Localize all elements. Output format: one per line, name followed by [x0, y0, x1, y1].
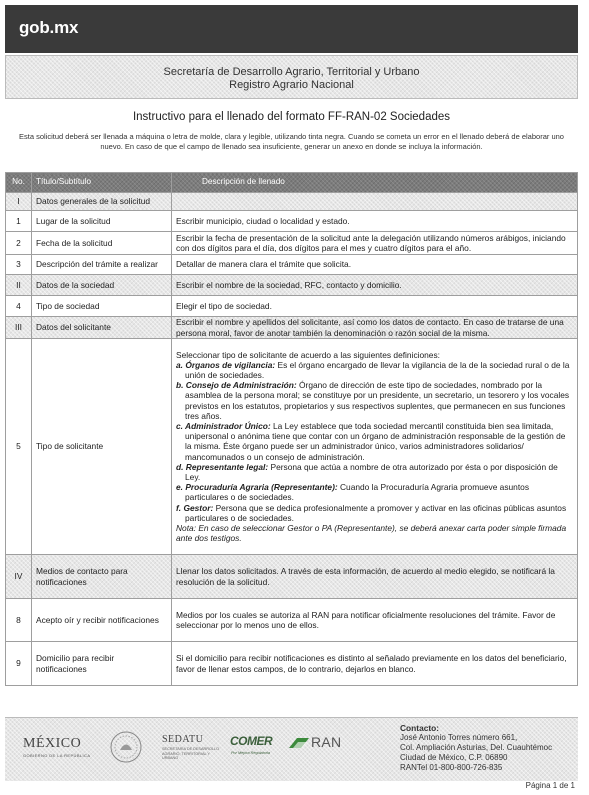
sedatu-logo: SEDATU	[162, 734, 204, 745]
row-title: Tipo de sociedad	[32, 296, 172, 317]
row-title: Datos del solicitante	[32, 317, 172, 339]
table-row	[6, 317, 578, 339]
row-no: II	[6, 275, 32, 296]
row-no: III	[6, 317, 32, 339]
comer-logo: COMER	[230, 734, 273, 748]
header-description: Descripción de llenado	[172, 173, 578, 193]
header-no: No.	[6, 173, 32, 193]
row-title: Medios de contacto para notificaciones	[32, 555, 172, 599]
table-row	[6, 232, 578, 255]
gobmx-logo[interactable]: gob.mx	[19, 18, 79, 37]
row-description-definitions	[172, 339, 578, 555]
row-no: 5	[6, 339, 32, 555]
table-row	[6, 599, 578, 642]
institution-banner	[5, 55, 578, 99]
row-no: 8	[6, 599, 32, 642]
row-description: Detallar de manera clara el trámite que solicita.	[172, 255, 578, 275]
top-bar	[5, 5, 578, 53]
table-row	[6, 339, 578, 555]
sedatu-logo-subtitle: SECRETARÍA DE DESARROLLO AGRARIO, TERRITORIAL Y URBANO	[162, 747, 220, 760]
row-title: Lugar de la solicitud	[32, 211, 172, 232]
table-row	[6, 211, 578, 232]
definition-item: f. Gestor: Persona que se dedica profesionalmente a promover y activar en las oficinas públicas asuntos particulares o de sociedades.	[176, 502, 567, 523]
table-row	[6, 642, 578, 686]
banner-secretaria: Secretaría de Desarrollo Agrario, Territorial y Urbano	[163, 66, 420, 78]
row-description: Escribir el nombre y apellidos del solicitante, así como los datos de contacto. En caso de tratarse de una persona moral, favor de anotar también la denominación o razón social de la misma.	[172, 317, 578, 339]
definition-item: a. Órganos de vigilancia: Es el órgano encargado de llevar la vigilancia de la de la sociedad rural o de la unión de sociedades.	[176, 359, 570, 380]
row-title: Datos generales de la solicitud	[32, 193, 172, 211]
document-title: Instructivo para el llenado del formato FF-RAN-02 Sociedades	[132, 111, 451, 123]
row-title: Tipo de solicitante	[32, 339, 172, 555]
row-title: Datos de la sociedad	[32, 275, 172, 296]
intro-paragraph: Esta solicitud deberá ser llenada a máquina o letra de molde, clara y legible, utilizando tinta negra. Cuando se cometa un error en el llenado deberá de elaborar uno nuevo. En caso de que el campo de llenado sea insuficiente, generar un anexo en donde se incluya la información.	[19, 132, 564, 151]
definition-item: b. Consejo de Administración: Órgano de dirección de este tipo de sociedades, nombrado por la asamblea de la persona moral; se constituye por un presidente, un secretario, un tesorero y los vocales previstos en los estatutos, propietarios y sus respectivos suplentes, que permanecen en sus funciones tres años.	[176, 380, 570, 421]
row-description	[172, 193, 578, 211]
header-title: Título/Subtítulo	[32, 173, 172, 193]
definitions-note: Nota: En caso de seleccionar Gestor o PA (Representante), se deberá anexar carta poder simple firmada ante dos testigos.	[176, 523, 567, 544]
definition-item: c. Administrador Único: La Ley establece que toda sociedad mercantil constituida bien sea limitada, unipersonal o anónima tiene que contar con un órgano de administración responsable de la gestión de la misma. Éste órgano puede ser un administrador único, varios administradores solidarios/ mancomunados o un consejo de administración.	[176, 420, 566, 462]
table-header-row	[6, 173, 578, 193]
row-no: IV	[6, 555, 32, 599]
row-description: Medios por los cuales se autoriza al RAN para notificar oficialmente resoluciones del trámite. Favor de seleccionar por lo menos uno de ellos.	[172, 599, 578, 642]
contact-line: José Antonio Torres número 661,	[400, 733, 518, 742]
row-title: Fecha de la solicitud	[32, 232, 172, 255]
contact-line: Col. Ampliación Asturias, Del. Cuauhtémoc	[400, 743, 553, 752]
row-description: Escribir la fecha de presentación de la solicitud ante la delegación utilizando números arábigos, iniciando con dos dígitos para el día, dos dígitos para el mes y cuatro dígitos para el año.	[172, 232, 578, 255]
row-no: 3	[6, 255, 32, 275]
table-row	[6, 555, 578, 599]
row-description: Escribir el nombre de la sociedad, RFC, contacto y domicilio.	[172, 275, 578, 296]
contact-line: RANTel 01-800-800-726-835	[400, 763, 503, 772]
mexico-logo: MÉXICO	[23, 736, 82, 751]
row-description: Elegir el tipo de sociedad.	[172, 296, 578, 317]
ran-logo: RAN	[311, 734, 342, 750]
comer-logo-subtitle: Por Mejora Regulatoria	[231, 751, 271, 755]
contact-line: Ciudad de México, C.P. 06890	[400, 753, 508, 762]
table-row	[6, 275, 578, 296]
row-title: Acepto oír y recibir notificaciones	[32, 599, 172, 642]
instructions-table	[5, 172, 578, 686]
row-no: 2	[6, 232, 32, 255]
page-number: Página 1 de 1	[525, 781, 575, 790]
row-no: 1	[6, 211, 32, 232]
contact-title: Contacto:	[400, 723, 440, 733]
definition-item: e. Procuraduría Agraria (Representante): Cuando la Procuraduría Agraria promueve asuntos particulares o de sociedades.	[176, 482, 530, 503]
table-row	[6, 255, 578, 275]
row-title: Domicilio para recibir notificaciones	[32, 642, 172, 686]
definitions-intro: Seleccionar tipo de solicitante de acuerdo a las siguientes definiciones:	[176, 349, 440, 360]
row-no: I	[6, 193, 32, 211]
row-description: Llenar los datos solicitados. A través de esta información, de acuerdo al medio elegido, se notificará la resolución de la solicitud.	[172, 555, 578, 599]
national-emblem-icon	[109, 730, 143, 764]
row-title: Descripción del trámite a realizar	[32, 255, 172, 275]
definitions-list	[176, 360, 573, 523]
row-description: Si el domicilio para recibir notificaciones es distinto al señalado previamente en los datos del beneficiario, favor de llenar estos campos, de lo contrario, dejarlos en blanco.	[172, 642, 578, 686]
row-no: 4	[6, 296, 32, 317]
table-row	[6, 193, 578, 211]
mexico-logo-subtitle: GOBIERNO DE LA REPÚBLICA	[23, 753, 91, 758]
row-no: 9	[6, 642, 32, 686]
table-row	[6, 296, 578, 317]
contact-block	[400, 723, 575, 773]
banner-registro: Registro Agrario Nacional	[229, 79, 354, 91]
definition-item: d. Representante legal: Persona que actúa a nombre de otra autorizado por ésta o por disposición de Ley.	[176, 461, 558, 482]
ran-logo-icon	[288, 736, 310, 750]
row-description: Escribir municipio, ciudad o localidad y estado.	[172, 211, 578, 232]
footer	[5, 717, 578, 781]
